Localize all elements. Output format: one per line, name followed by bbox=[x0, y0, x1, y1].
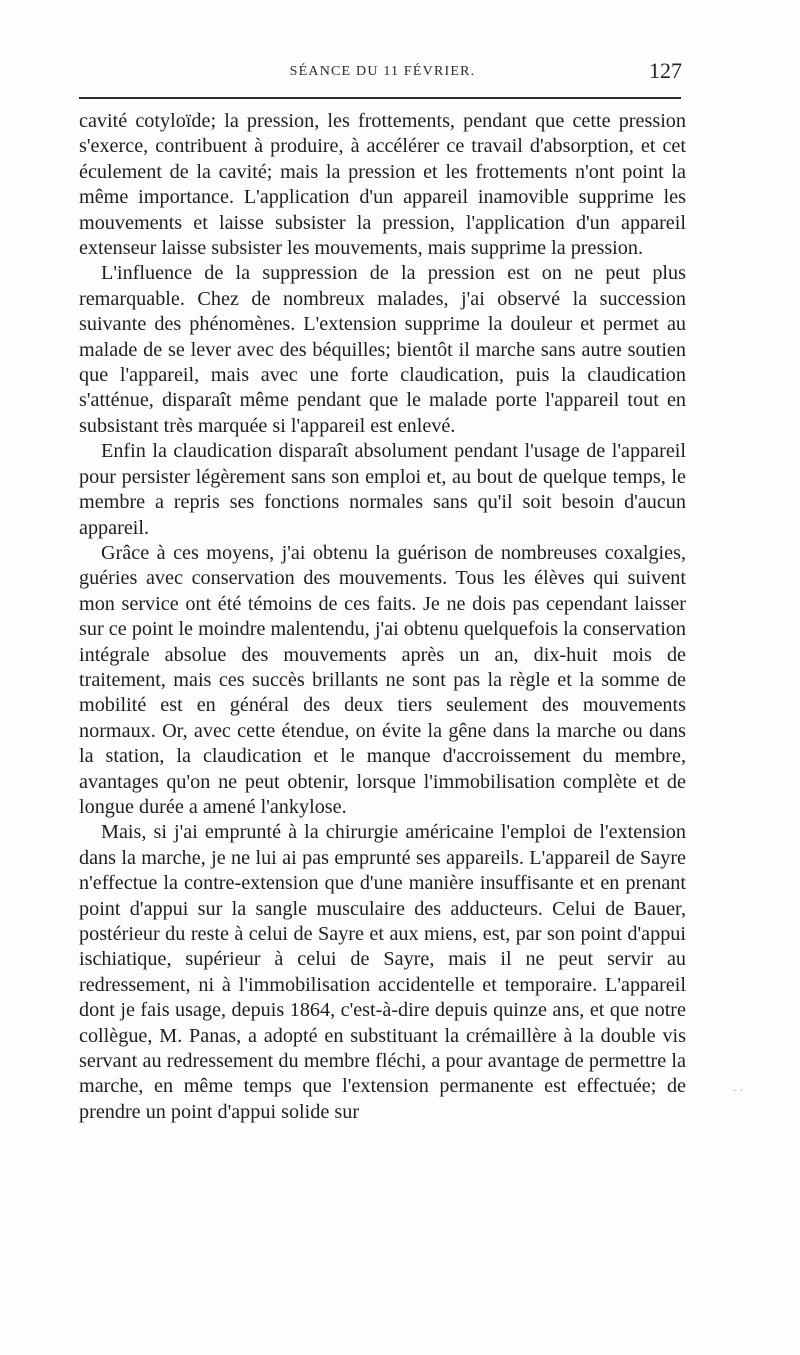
header-rule bbox=[79, 97, 681, 99]
paragraph: Mais, si j'ai emprunté à la chirurgie américaine l'emploi de l'extension dans la marche, je ne lui ai pas emprunté ses appareils. L'appareil de Sayre n'effectue la contre-extension que d'une manière insuffisante et en prenant point d'appui sur la sangle musculaire des adducteurs. Celui de Bauer, postérieur du reste à celui de Sayre et aux miens, est, par son point d'appui ischiatique, supérieur à celui de Sayre, mais il ne peut servir au redressement, ni à l'immobilisation accidentelle et temporaire. L'appareil dont je fais usage, depuis 1864, c'est-à-dire depuis quinze ans, et que notre collègue, M. Panas, a adopté en substituant la crémaillère à la double vis servant au redressement du membre fléchi, a pour avantage de permettre la marche, en même temps que l'extension permanente est effectuée; de prendre un point d'appui solide sur bbox=[79, 821, 686, 1123]
body-text bbox=[79, 109, 686, 1125]
paragraph: cavité cotyloïde; la pression, les frottements, pendant que cette pression s'exerce, contribuent à produire, à accélérer ce travail d'absorption, et cet éculement de la cavité; mais la pression et les frottements n'ont point la même importance. L'application d'un appareil inamovible supprime les mouvements et laisse subsister la pression, l'application d'un appareil extenseur laisse subsister les mouvements, mais supprime la pression. bbox=[79, 110, 686, 260]
paragraph: Enfin la claudication disparaît absolument pendant l'usage de l'appareil pour persister légèrement sans son emploi et, au bout de quelque temps, le membre a repris ses fonctions normales sans qu'il soit besoin d'aucun appareil. bbox=[79, 440, 686, 539]
running-head bbox=[79, 58, 686, 88]
page-number: 127 bbox=[649, 58, 682, 83]
running-title: SÉANCE DU 11 FÉVRIER. bbox=[289, 64, 476, 79]
margin-speck: · · bbox=[733, 1085, 744, 1097]
paragraph: Grâce à ces moyens, j'ai obtenu la guérison de nombreuses coxalgies, guéries avec conservation des mouvements. Tous les élèves qui suivent mon service ont été témoins de ces faits. Je ne dois pas cependant laisser sur ce point le moindre malentendu, j'ai obtenu quelquefois la conservation intégrale absolue des mouvements après un an, dix-huit mois de traitement, mais ces succès brillants ne sont pas la règle et la somme de mobilité est en général des deux tiers seulement des mouvements normaux. Or, avec cette étendue, on évite la gêne dans la marche ou dans la station, la claudication et le manque d'accroissement du membre, avantages qu'on ne peut obtenir, lorsque l'immobilisation complète et de longue durée a amené l'ankylose. bbox=[79, 541, 686, 818]
paragraph: L'influence de la suppression de la pression est on ne peut plus remarquable. Chez de nombreux malades, j'ai observé la succession suivante des phénomènes. L'extension supprime la douleur et permet au malade de se lever avec des béquilles; bientôt il marche sans autre soutien que l'appareil, mais avec une forte claudication, puis la claudication s'atténue, disparaît même pendant que le malade porte l'appareil tout en subsistant très marquée si l'appareil est enlevé. bbox=[79, 262, 686, 437]
